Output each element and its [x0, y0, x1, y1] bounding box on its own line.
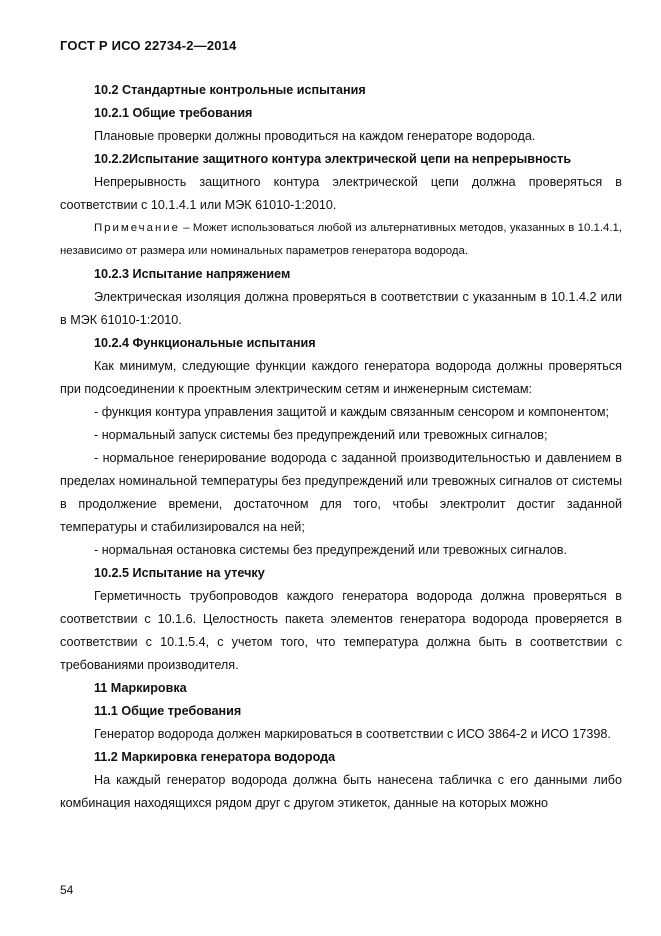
page-number: 54: [60, 883, 74, 897]
section-heading-10-2-4: 10.2.4 Функциональные испытания: [94, 336, 316, 350]
section-heading-10-2-1: 10.2.1 Общие требования: [94, 106, 253, 120]
paragraph: Герметичность трубопроводов каждого генератора водорода должна проверяться в соответствии с 10.1.6. Целостность пакета элементов генератора водорода проверяется в соответствии с 10.1.5.4, с учетом того, что температура должна быть в соответствии с требованиями производителя.: [60, 589, 622, 672]
section-heading-10-2-5: 10.2.5 Испытание на утечку: [94, 566, 265, 580]
note: [60, 217, 622, 263]
paragraph: Как минимум, следующие функции каждого генератора водорода должны проверяться при подсоединении к проектным электрическим сетям и инженерным системам:: [60, 359, 622, 396]
paragraph: Плановые проверки должны проводиться на каждом генераторе водорода.: [94, 129, 536, 143]
list-item: - нормальная остановка системы без предупреждений или тревожных сигналов.: [94, 543, 567, 557]
section-heading-10-2-2: 10.2.2Испытание защитного контура электрической цепи на непрерывность: [94, 152, 572, 166]
note-label: Примечание: [94, 222, 180, 234]
section-heading-11-1: 11.1 Общие требования: [94, 704, 242, 718]
list-item: - функция контура управления защитой и каждым связанным сенсором и компонентом;: [94, 405, 610, 419]
section-heading-10-2: 10.2 Стандартные контрольные испытания: [94, 83, 366, 97]
list-item: - нормальный запуск системы без предупреждений или тревожных сигналов;: [94, 428, 548, 442]
section-heading-11-2: 11.2 Маркировка генератора водорода: [94, 750, 336, 764]
note-text: – Может использоваться любой из альтернативных методов, указанных в 10.1.4.1, независимо от размера или номинальных параметров генератора водорода.: [60, 222, 622, 257]
paragraph: Непрерывность защитного контура электрической цепи должна проверяться в соответствии с 10.1.4.1 или МЭК 61010-1:2010.: [60, 175, 622, 212]
paragraph: Электрическая изоляция должна проверяться в соответствии с указанным в 10.1.4.2 или в МЭК 61010-1:2010.: [60, 290, 622, 327]
document-id: ГОСТ Р ИСО 22734-2—2014: [60, 38, 237, 53]
paragraph: Генератор водорода должен маркироваться в соответствии с ИСО 3864-2 и ИСО 17398.: [94, 727, 611, 741]
section-heading-11: 11 Маркировка: [94, 681, 187, 695]
list-item: - нормальное генерирование водорода с заданной производительностью и давлением в пределах номинальной температуры без предупреждений или тревожных сигналов от системы в продолжение времени, достаточном для того, чтобы электролит достиг заданной температуры и стабилизировался на ней;: [60, 451, 622, 534]
document-body: [60, 79, 622, 815]
paragraph: На каждый генератор водорода должна быть нанесена табличка с его данными либо комбинация находящихся рядом друг с другом этикеток, данные на которых можно: [60, 773, 622, 810]
section-heading-10-2-3: 10.2.3 Испытание напряжением: [94, 267, 291, 281]
